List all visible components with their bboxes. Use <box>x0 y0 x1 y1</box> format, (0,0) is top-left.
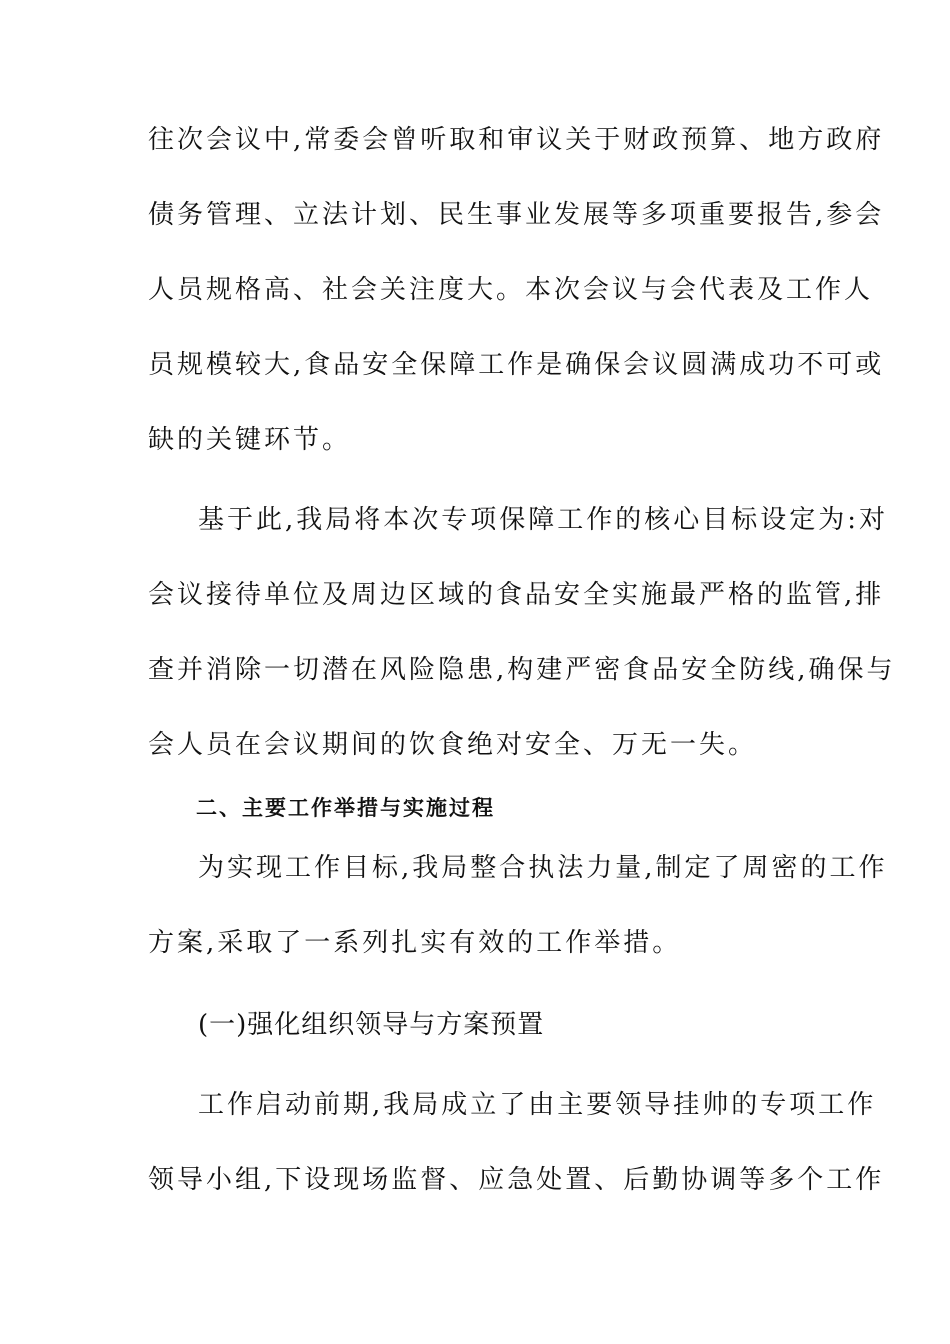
text-line: 往次会议中,常委会曾听取和审议关于财政预算、地方政府 <box>148 125 885 155</box>
text-line: 为实现工作目标,我局整合执法力量,制定了周密的工作 <box>198 853 888 883</box>
text-line: 员规模较大,食品安全保障工作是确保会议圆满成功不可或 <box>148 350 885 380</box>
text-line: 查并消除一切潜在风险隐患,构建严密食品安全防线,确保与 <box>148 655 896 685</box>
text-line: 基于此,我局将本次专项保障工作的核心目标设定为:对 <box>198 505 889 535</box>
text-line: 债务管理、立法计划、民生事业发展等多项重要报告,参会 <box>148 200 885 230</box>
text-line: 人员规格高、社会关注度大。本次会议与会代表及工作人 <box>148 275 874 305</box>
subsection-heading: (一)强化组织领导与方案预置 <box>198 1010 545 1040</box>
text-line: 领导小组,下设现场监督、应急处置、后勤协调等多个工作 <box>148 1165 885 1195</box>
text-line: 工作启动前期,我局成立了由主要领导挂帅的专项工作 <box>198 1090 877 1120</box>
text-line: 会人员在会议期间的饮食绝对安全、万无一失。 <box>148 730 758 760</box>
section-heading: 二、主要工作举措与实施过程 <box>196 795 495 820</box>
text-line: 会议接待单位及周边区域的食品安全实施最严格的监管,排 <box>148 580 885 610</box>
text-line: 缺的关键环节。 <box>148 425 352 455</box>
text-line: 方案,采取了一系列扎实有效的工作举措。 <box>148 928 682 958</box>
